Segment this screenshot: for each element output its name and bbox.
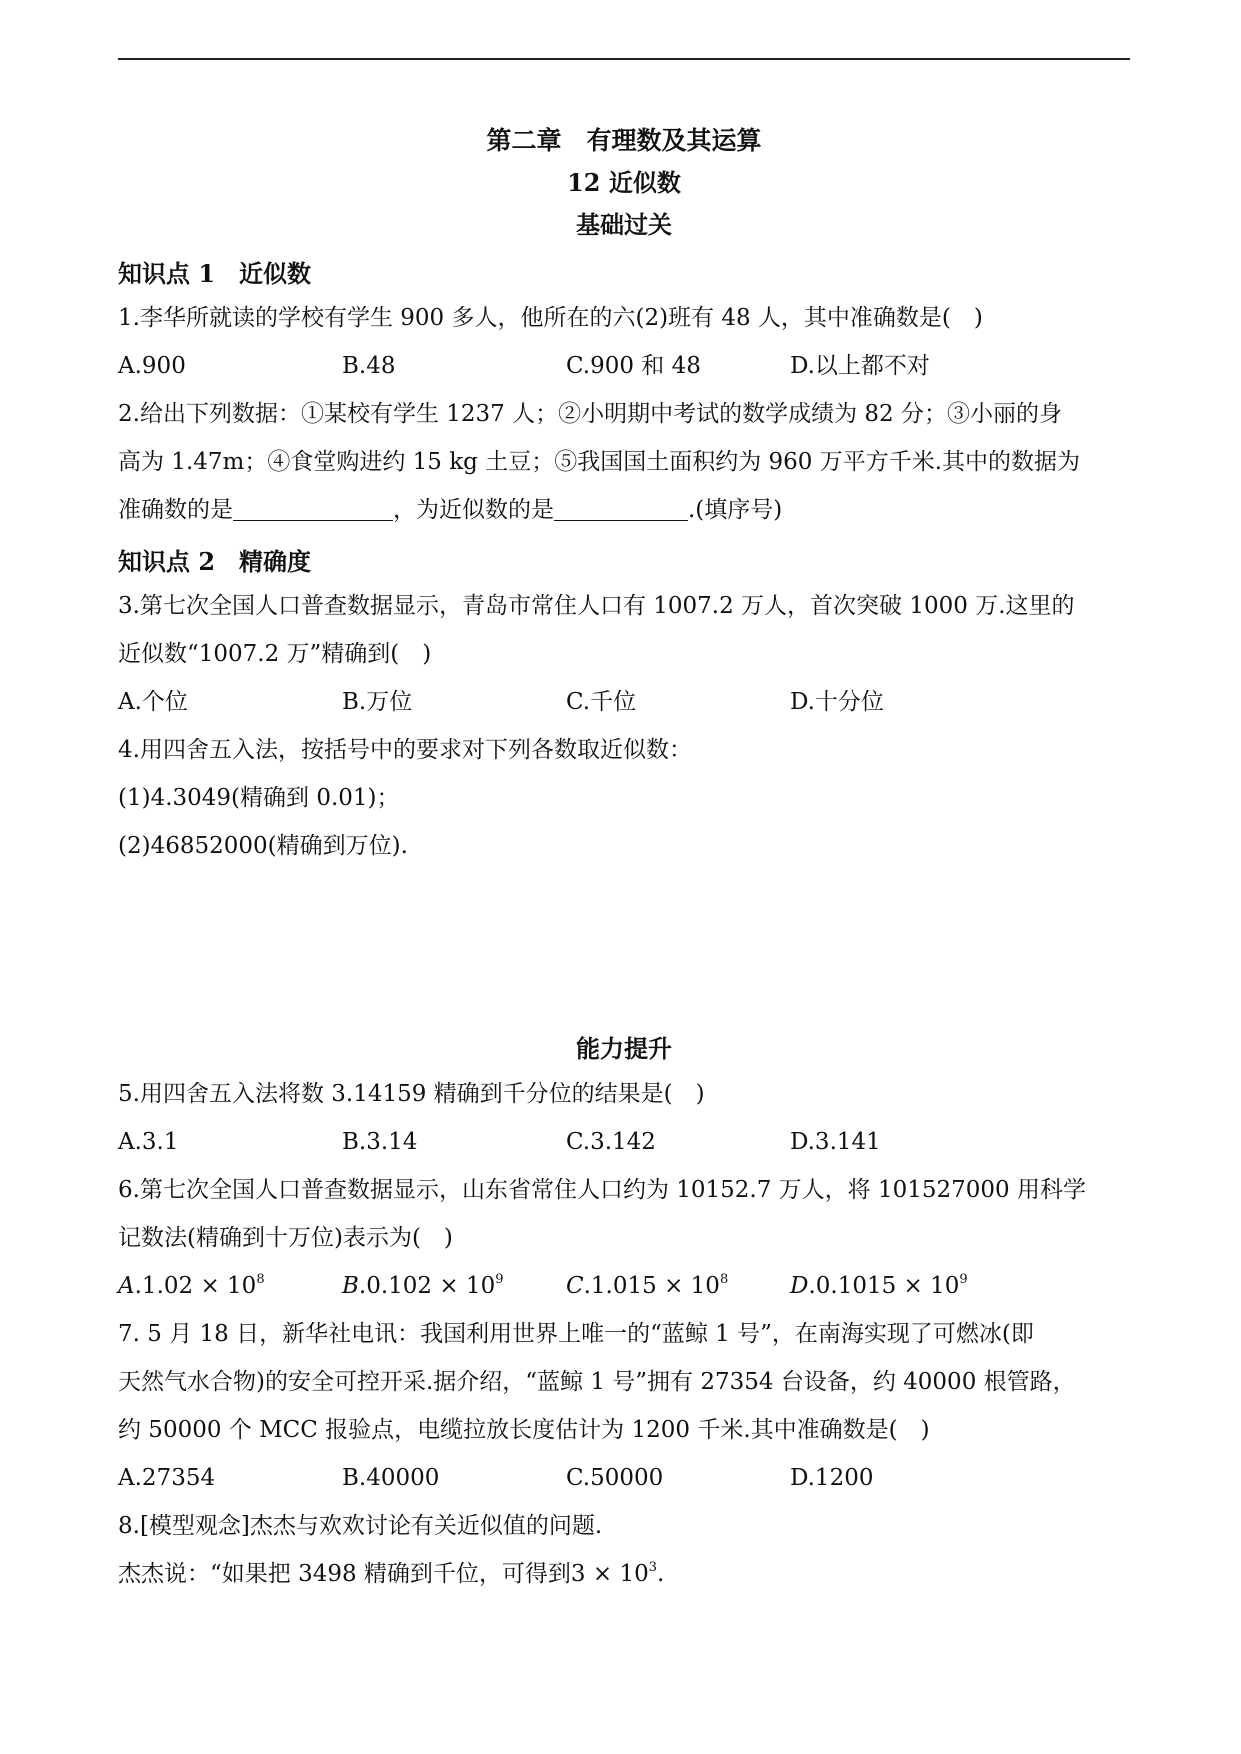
option-d[interactable]: $D.0.1015 \times 10^9$ [790,1272,968,1299]
question-8-line-2: 杰杰说：“如果把 3498 精确到千位，可得到$3 \times 10^3$. [118,1560,665,1587]
option-c[interactable]: C.3.142 [566,1129,656,1155]
option-a[interactable]: A.900 [118,353,186,379]
header-rule [118,58,1130,60]
question-1-options [118,342,1130,390]
option-b[interactable]: $B.0.102 \times 10^9$ [342,1272,504,1299]
question-7-line-2: 天然气水合物)的安全可控开采.据介绍，“蓝鲸 1 号”拥有 27354 台设备，约 40000 根管路， [118,1369,1076,1395]
question-2-line-1: 2.给出下列数据：①某校有学生 1237 人；②小明期中考试的数学成绩为 82 分；③小丽的身 [118,401,1062,427]
option-b[interactable]: B.万位 [342,689,413,715]
question-7-line-1: 7. 5 月 18 日，新华社电讯：我国利用世界上唯一的“蓝鲸 1 号”，在南海实现了可燃冰(即 [118,1321,1034,1347]
option-d[interactable]: D.3.141 [790,1129,881,1155]
option-c[interactable]: C.千位 [566,689,637,715]
option-b[interactable]: B.48 [342,353,396,379]
section-basic-title: 基础过关 [576,210,672,239]
question-3-line-1: 3.第七次全国人口普查数据显示，青岛市常住人口有 1007.2 万人，首次突破 1000 万.这里的 [118,593,1075,619]
knowledge-point-2: 知识点 2 精确度 [118,547,312,576]
answer-blank-approx[interactable] [554,494,688,521]
question-6-line-1: 6.第七次全国人口普查数据显示，山东省常住人口约为 10152.7 万人，将 101527000 用科学 [118,1177,1086,1203]
question-4-sub-2: (2)46852000(精确到万位). [118,833,408,859]
q2-text-b: ，为近似数的是 [393,497,554,523]
option-a[interactable]: A.3.1 [118,1129,179,1155]
question-4-sub-1: (1)4.3049(精确到 0.01)； [118,785,400,811]
q2-text-a: 准确数的是 [118,497,233,523]
option-d[interactable]: D.以上都不对 [790,353,930,379]
option-d[interactable]: D.1200 [790,1465,874,1491]
knowledge-point-1: 知识点 1 近似数 [118,259,312,288]
question-4-stem: 4.用四舍五入法，按括号中的要求对下列各数取近似数： [118,737,692,763]
lesson-title: 12 近似数 [567,168,681,197]
option-d[interactable]: D.十分位 [790,689,884,715]
question-6-line-2: 记数法(精确到十万位)表示为( ) [118,1225,453,1251]
answer-blank-exact[interactable] [233,494,393,521]
option-a[interactable]: $A.1.02 \times 10^8$ [118,1272,265,1299]
answer-space [118,870,1130,1028]
worksheet-page [118,120,1130,1598]
question-6-options [118,1262,1130,1310]
question-5-options [118,1118,1130,1166]
option-b[interactable]: B.3.14 [342,1129,418,1155]
option-a[interactable]: A.个位 [118,689,188,715]
question-5-stem: 5.用四舍五入法将数 3.14159 精确到千分位的结果是( ) [118,1081,705,1107]
option-a[interactable]: A.27354 [118,1465,216,1491]
question-7-line-3: 约 50000 个 MCC 报验点，电缆拉放长度估计为 1200 千米.其中准确数是( ) [118,1417,930,1443]
question-3-options [118,678,1130,726]
option-b[interactable]: B.40000 [342,1465,440,1491]
chapter-title: 第二章 有理数及其运算 [486,126,762,155]
question-8-line-1: 8.[模型观念]杰杰与欢欢讨论有关近似值的问题. [118,1513,603,1539]
q2-text-c: .(填序号) [688,497,783,523]
option-c[interactable]: C.900 和 48 [566,353,701,379]
option-c[interactable]: $C.1.015 \times 10^8$ [566,1272,729,1299]
question-3-line-2: 近似数“1007.2 万”精确到( ) [118,641,432,667]
question-7-options [118,1454,1130,1502]
section-advanced-title: 能力提升 [576,1034,672,1063]
question-2-line-3 [118,486,1130,534]
question-1-stem: 1.李华所就读的学校有学生 900 多人，他所在的六(2)班有 48 人，其中准确数是( ) [118,305,983,331]
option-c[interactable]: C.50000 [566,1465,664,1491]
question-2-line-2: 高为 1.47m；④食堂购进约 15 kg 土豆；⑤我国国土面积约为 960 万平方千米.其中的数据为 [118,449,1081,475]
